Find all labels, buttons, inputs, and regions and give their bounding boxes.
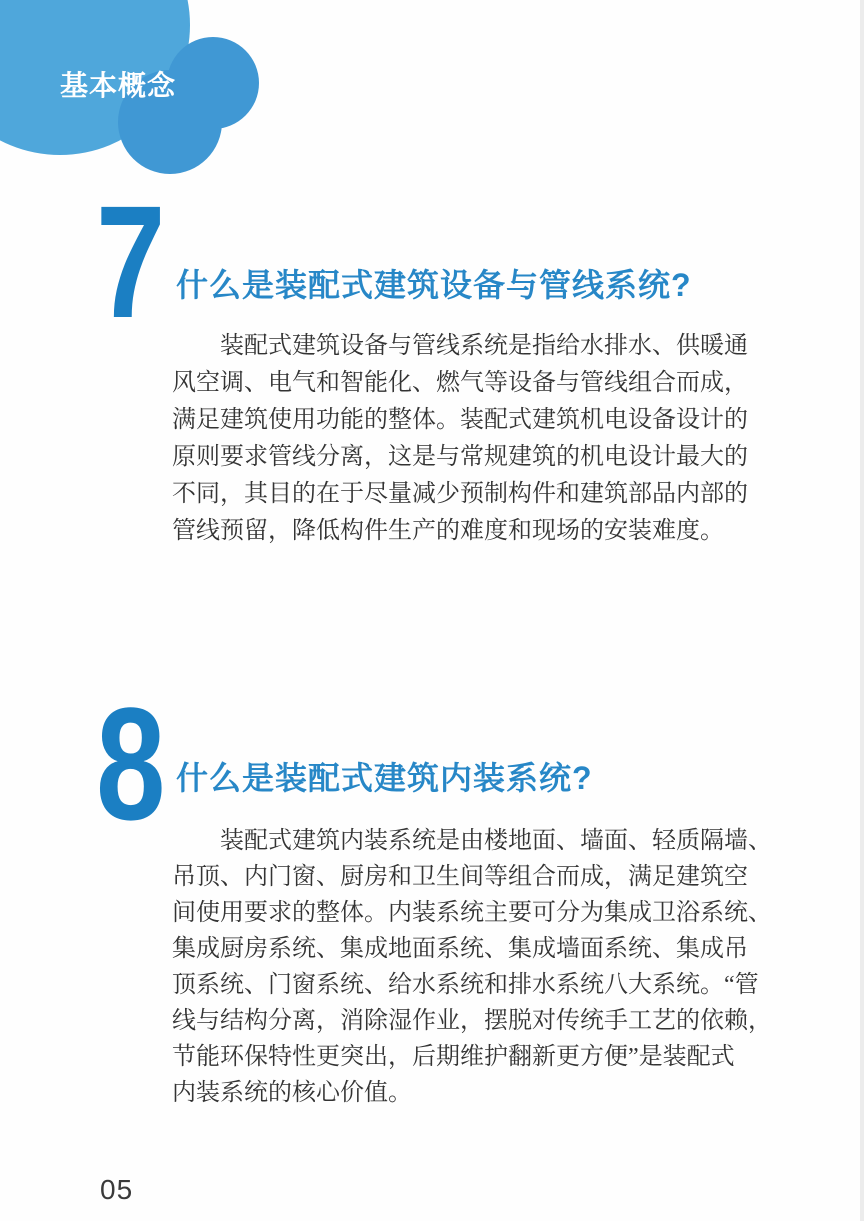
text-line: 节能环保特性更突出，后期维护翻新更方便”是装配式 (172, 1044, 735, 1070)
text-line: 间使用要求的整体。内装系统主要可分为集成卫浴系统、 (172, 900, 772, 926)
page-number: 05 (100, 1174, 134, 1205)
text-line: 吊顶、内门窗、厨房和卫生间等组合而成，满足建筑空 (172, 864, 748, 890)
section-body-8 (172, 823, 772, 1111)
section-number-8: 8 (96, 674, 166, 853)
section-body-7 (172, 328, 748, 550)
text-line: 原则要求管线分离，这是与常规建筑的机电设计最大的 (172, 444, 748, 470)
chapter-badge-label: 基本概念 (60, 70, 177, 101)
text-line: 管线预留，降低构件生产的难度和现场的安装难度。 (172, 518, 724, 544)
text-line: 内装系统的核心价值。 (172, 1080, 412, 1106)
text-line: 满足建筑使用功能的整体。装配式建筑机电设备设计的 (172, 407, 748, 433)
text-line: 不同，其目的在于尽量减少预制构件和建筑部品内部的 (172, 481, 748, 507)
page-edge-shadow (860, 0, 864, 1221)
section-heading-7: 什么是装配式建筑设备与管线系统? (176, 267, 692, 303)
text-line: 顶系统、门窗系统、给水系统和排水系统八大系统。“管 (172, 972, 759, 998)
text-line: 风空调、电气和智能化、燃气等设备与管线组合而成， (172, 370, 748, 396)
text-line: 集成厨房系统、集成地面系统、集成墙面系统、集成吊 (172, 936, 748, 962)
text-line: 线与结构分离，消除湿作业，摆脱对传统手工艺的依赖， (172, 1008, 772, 1034)
text-line: 装配式建筑内装系统是由楼地面、墙面、轻质隔墙、 (220, 828, 772, 854)
text-line: 装配式建筑设备与管线系统是指给水排水、供暖通 (220, 333, 748, 359)
chapter-badge (0, 0, 280, 190)
section-number-7: 7 (96, 172, 166, 351)
section-heading-8: 什么是装配式建筑内装系统? (176, 760, 593, 796)
